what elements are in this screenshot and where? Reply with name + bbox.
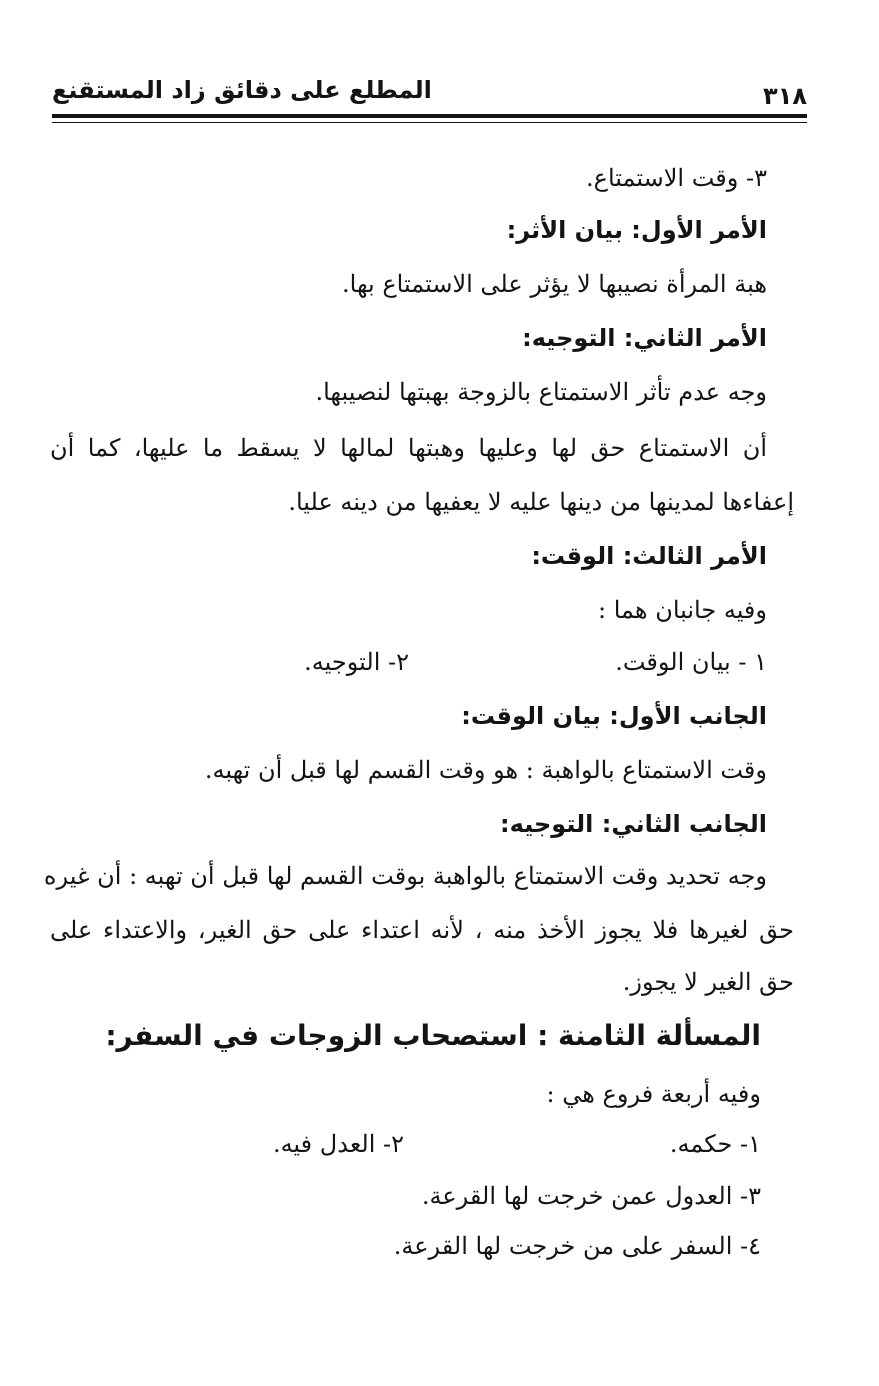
paragraph-line: وفيه جانبان هما :	[598, 596, 767, 624]
section-heading: الجانب الثاني: التوجيه:	[500, 810, 767, 838]
paragraph-line: هبة المرأة نصيبها لا يؤثر على الاستمتاع بها.	[342, 270, 767, 298]
book-title: المطلع على دقائق زاد المستقنع	[52, 76, 432, 104]
section-heading: الأمر الثالث: الوقت:	[531, 542, 767, 570]
section-heading: الأمر الثاني: التوجيه:	[522, 324, 767, 352]
page-number: ٣١٨	[763, 82, 807, 110]
paragraph-line: حق لغيرها فلا يجوز الأخذ منه ، لأنه اعتداء على حق الغير، والاعتداء على	[50, 916, 794, 944]
chapter-heading: المسألة الثامنة : استصحاب الزوجات في السفر:	[105, 1019, 761, 1052]
paragraph-line: أن الاستمتاع حق لها وعليها وهبتها لمالها لا يسقط ما عليها، كما أن	[50, 434, 767, 462]
list-item: ٢- التوجيه.	[304, 648, 409, 676]
section-heading: الجانب الأول: بيان الوقت:	[461, 702, 767, 730]
paragraph-line: إعفاءها لمدينها من دينها عليه لا يعفيها من دينه عليا.	[288, 488, 794, 516]
running-header	[52, 72, 807, 112]
paragraph-line: وفيه أربعة فروع هي :	[546, 1080, 761, 1108]
list-item: ٣- العدول عمن خرجت لها القرعة.	[421, 1182, 761, 1210]
list-item: ٢- العدل فيه.	[272, 1130, 404, 1158]
list-item: ٤- السفر على من خرجت لها القرعة.	[393, 1232, 761, 1260]
list-item: ١ - بيان الوقت.	[615, 648, 767, 676]
list-item: ١- حكمه.	[669, 1130, 761, 1158]
list-item: ٣- وقت الاستمتاع.	[586, 164, 767, 192]
paragraph-line: وجه عدم تأثر الاستمتاع بالزوجة بهبتها لنصيبها.	[315, 378, 767, 406]
paragraph-line: وجه تحديد وقت الاستمتاع بالواهبة بوقت القسم لها قبل أن تهبه : أن غيره	[43, 862, 767, 890]
paragraph-line: وقت الاستمتاع بالواهبة : هو وقت القسم لها قبل أن تهبه.	[204, 756, 767, 784]
section-heading: الأمر الأول: بيان الأثر:	[506, 216, 767, 244]
paragraph-line: حق الغير لا يجوز.	[622, 968, 794, 996]
header-rule-thin	[52, 122, 807, 123]
header-rule-thick	[52, 114, 807, 118]
